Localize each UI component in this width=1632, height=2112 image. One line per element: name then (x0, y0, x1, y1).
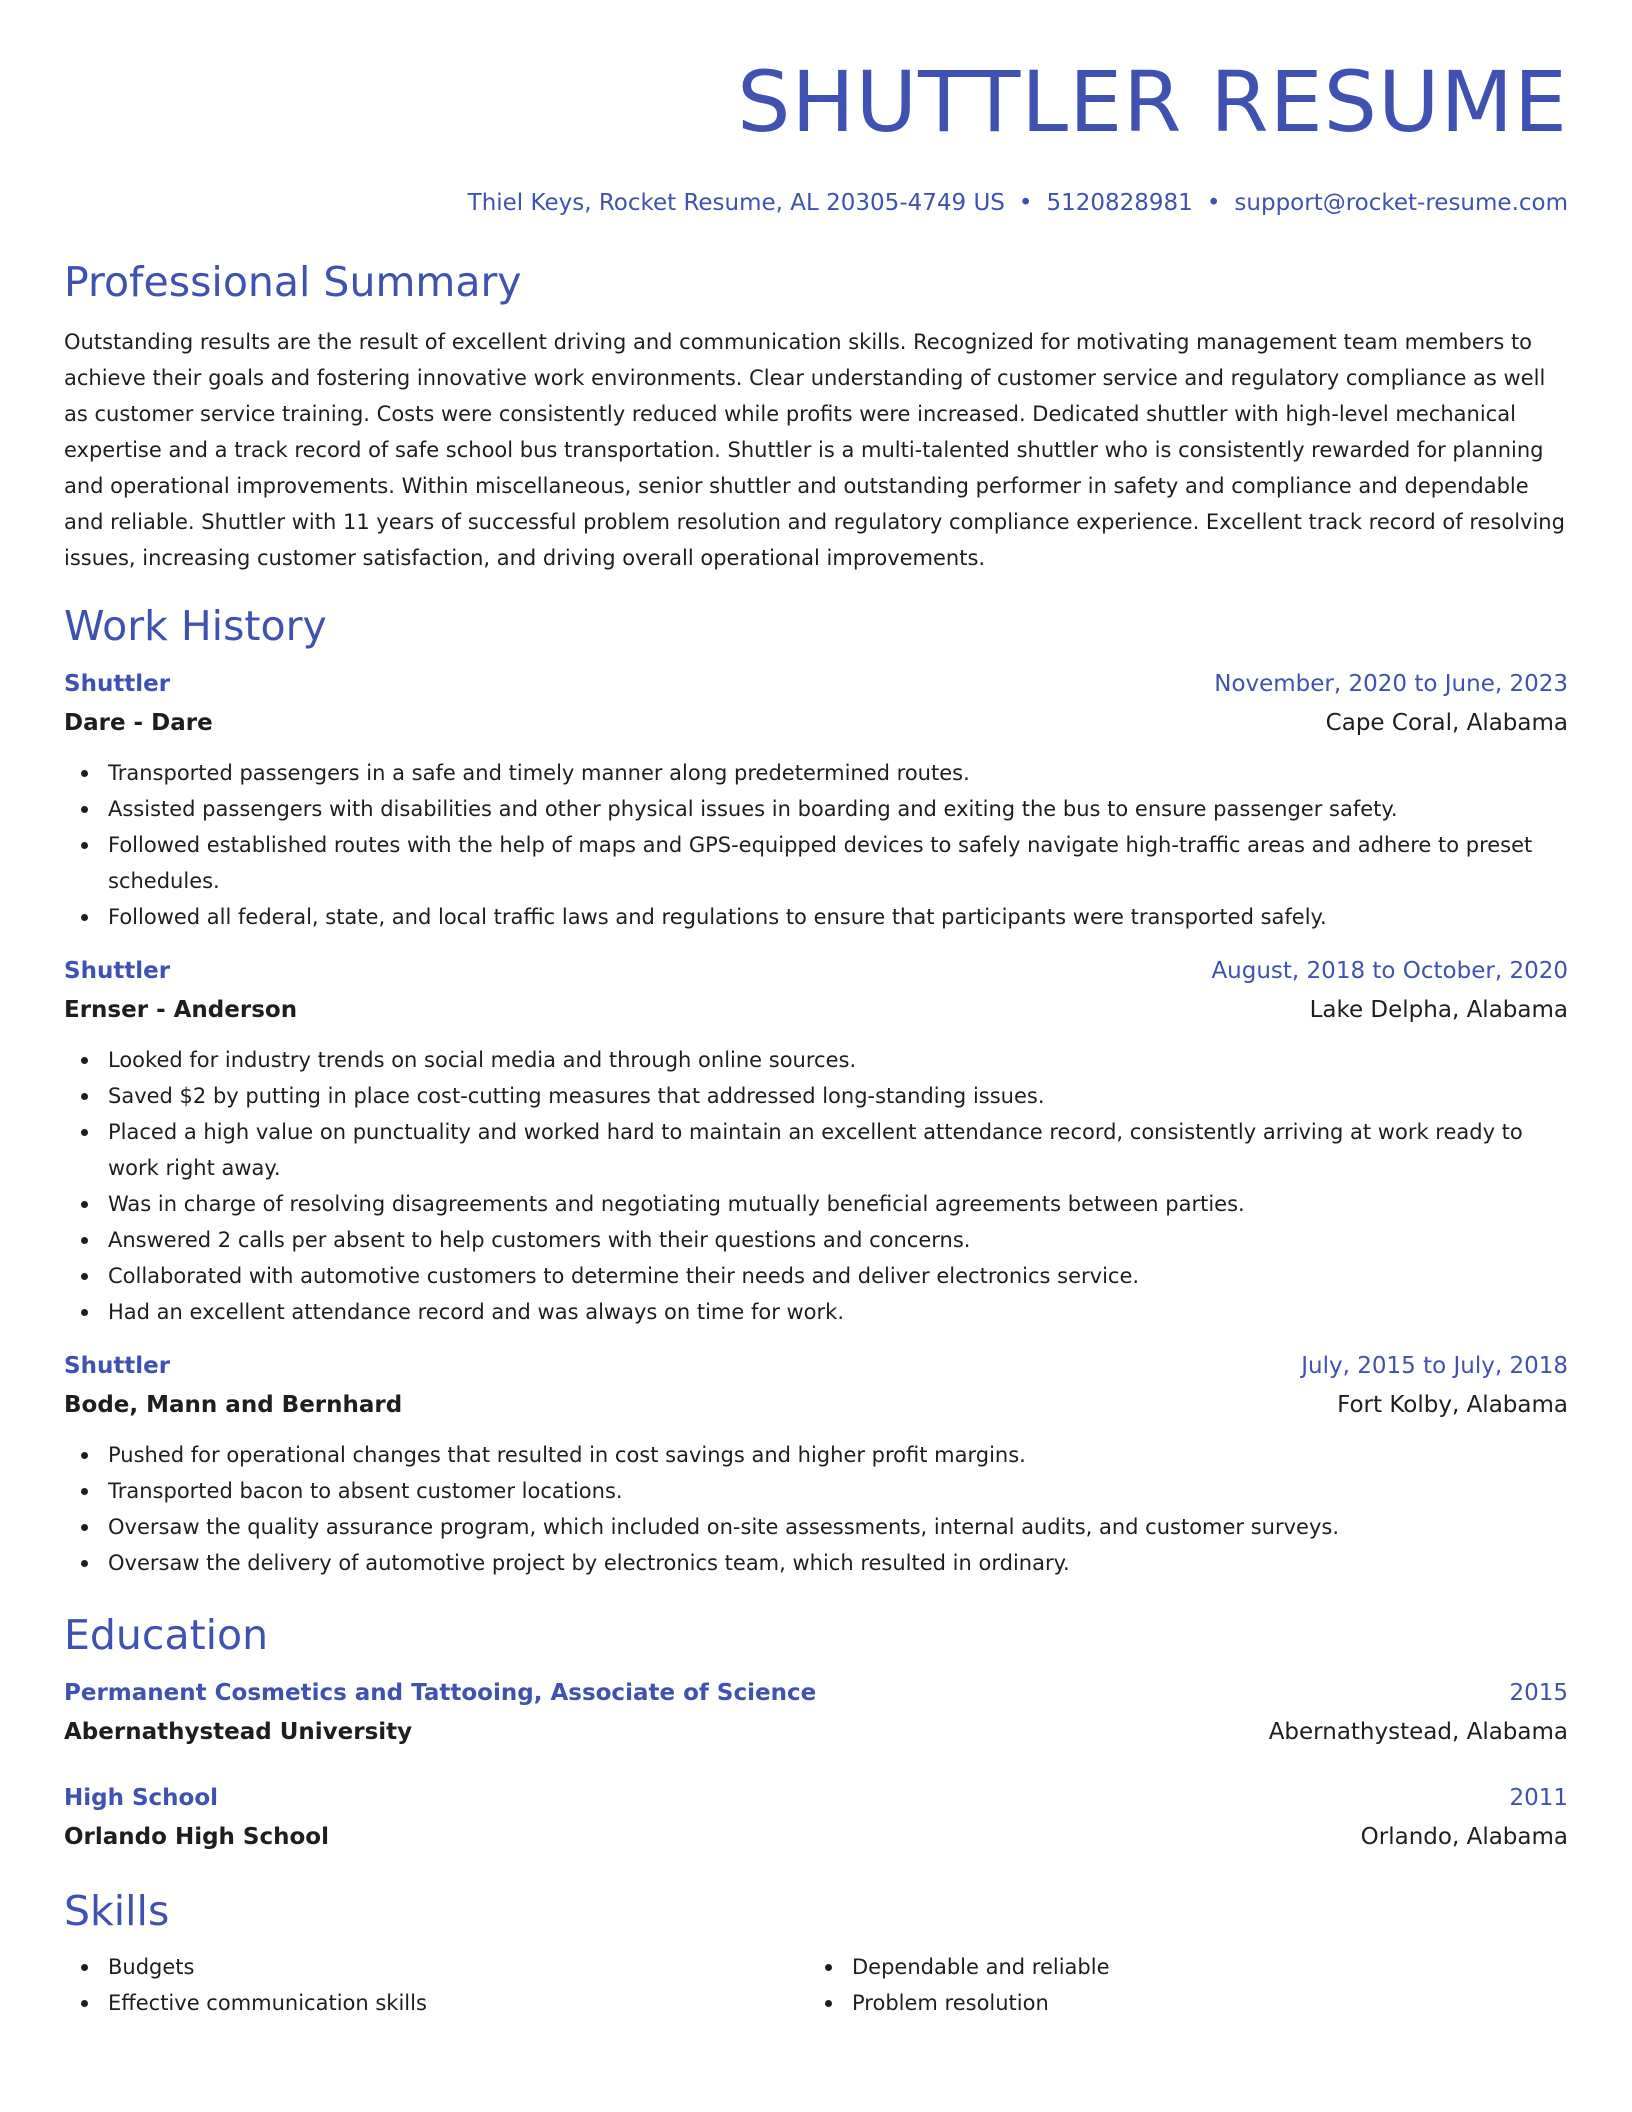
job-company-row (64, 987, 1568, 1026)
education-year: 2015 (1509, 1680, 1568, 1706)
education-header-row (64, 1782, 1568, 1814)
skill-item: Effective communication skills (64, 1985, 764, 2021)
resume-name: SHUTTLER RESUME (737, 53, 1568, 151)
list-item: Answered 2 calls per absent to help customers with their questions and concerns. (64, 1222, 1572, 1258)
list-item: Looked for industry trends on social media and through online sources. (64, 1042, 1572, 1078)
skills-right-column (808, 1949, 1552, 2021)
job-dates: July, 2015 to July, 2018 (1301, 1353, 1568, 1379)
summary-text: Outstanding results are the result of excellent driving and communication skills. Recognized for motivating management team members to achieve their goals and fostering innovative work environments. Clear understanding of customer service and regulatory compliance as well as customer service training. Costs were consistently reduced while profits were increased. Dedicated shuttler with high-level mechanical expertise and a track record of safe school bus transportation. Shuttler is a multi-talented shuttler who is consistently rewarded for planning and operational improvements. Within miscellaneous, senior shuttler and outstanding performer in safety and compliance and dependable and reliable. Shuttler with 11 years of successful problem resolution and regulatory compliance experience. Excellent track record of resolving issues, increasing customer satisfaction, and driving overall operational improvements. (64, 330, 1565, 570)
list-item: Placed a high value on punctuality and worked hard to maintain an excellent attendance record, consistently arriving at work ready to work right away. (64, 1114, 1572, 1186)
list-item: Assisted passengers with disabilities and other physical issues in boarding and exiting the bus to ensure passenger safety. (64, 791, 1572, 827)
job-company-row (64, 1382, 1568, 1421)
contact-phone: 5120828981 (1046, 190, 1193, 216)
job-dates: August, 2018 to October, 2020 (1211, 958, 1568, 984)
separator-dot: • (1018, 190, 1033, 216)
summary-heading: Professional Summary (64, 258, 522, 306)
contact-email: support@rocket-resume.com (1234, 190, 1568, 216)
list-item: Had an excellent attendance record and was always on time for work. (64, 1294, 1572, 1330)
job-role: Shuttler (64, 671, 171, 697)
list-item: Saved $2 by putting in place cost-cutting measures that addressed long-standing issues. (64, 1078, 1572, 1114)
separator-dot: • (1206, 190, 1221, 216)
list-item: Oversaw the quality assurance program, which included on-site assessments, internal audits, and customer surveys. (64, 1509, 1572, 1545)
list-item: Transported bacon to absent customer locations. (64, 1473, 1572, 1509)
skill-item: Dependable and reliable (808, 1949, 1508, 1985)
list-item: Was in charge of resolving disagreements and negotiating mutually beneficial agreements between parties. (64, 1186, 1572, 1222)
job-role: Shuttler (64, 958, 171, 984)
job-company: Bode, Mann and Bernhard (64, 1392, 403, 1418)
job-company: Ernser - Anderson (64, 997, 298, 1023)
job-dates: November, 2020 to June, 2023 (1214, 671, 1568, 697)
job-company-row (64, 700, 1568, 739)
education-entry (64, 1677, 1568, 1748)
job-entry (64, 955, 1568, 1330)
job-role: Shuttler (64, 1353, 171, 1379)
education-year: 2011 (1509, 1785, 1568, 1811)
job-bullets (64, 1437, 1568, 1581)
job-header-row (64, 955, 1568, 987)
list-item: Oversaw the delivery of automotive project by electronics team, which resulted in ordinary. (64, 1545, 1572, 1581)
job-entry (64, 668, 1568, 935)
list-item: Followed all federal, state, and local traffic laws and regulations to ensure that participants were transported safely. (64, 899, 1572, 935)
education-location: Abernathystead, Alabama (1268, 1719, 1568, 1745)
education-location: Orlando, Alabama (1360, 1824, 1568, 1850)
education-school: Orlando High School (64, 1824, 329, 1850)
education-heading: Education (64, 1611, 269, 1659)
skills-left-column (64, 1949, 808, 2021)
skills-columns (64, 1949, 1568, 2021)
job-location: Cape Coral, Alabama (1325, 710, 1568, 736)
education-school-row (64, 1814, 1568, 1853)
job-entry (64, 1350, 1568, 1581)
job-location: Lake Delpha, Alabama (1309, 997, 1568, 1023)
list-item: Followed established routes with the help of maps and GPS-equipped devices to safely navigate high-traffic areas and adhere to preset schedules. (64, 827, 1572, 899)
work-history-heading: Work History (64, 602, 327, 650)
skills-heading: Skills (64, 1887, 170, 1935)
list-item: Pushed for operational changes that resulted in cost savings and higher profit margins. (64, 1437, 1572, 1473)
job-location: Fort Kolby, Alabama (1337, 1392, 1568, 1418)
list-item: Collaborated with automotive customers to determine their needs and deliver electronics service. (64, 1258, 1572, 1294)
education-entry (64, 1782, 1568, 1853)
education-school-row (64, 1709, 1568, 1748)
education-header-row (64, 1677, 1568, 1709)
job-bullets (64, 1042, 1568, 1330)
education-school: Abernathystead University (64, 1719, 413, 1745)
job-header-row (64, 1350, 1568, 1382)
skill-item: Problem resolution (808, 1985, 1508, 2021)
job-company: Dare - Dare (64, 710, 213, 736)
job-bullets (64, 755, 1568, 935)
skill-item: Budgets (64, 1949, 764, 1985)
education-degree: High School (64, 1785, 219, 1811)
contact-line (64, 188, 1568, 218)
list-item: Transported passengers in a safe and timely manner along predetermined routes. (64, 755, 1572, 791)
contact-address: Thiel Keys, Rocket Resume, AL 20305-4749 US (467, 190, 1005, 216)
job-header-row (64, 668, 1568, 700)
education-degree: Permanent Cosmetics and Tattooing, Associate of Science (64, 1680, 817, 1706)
